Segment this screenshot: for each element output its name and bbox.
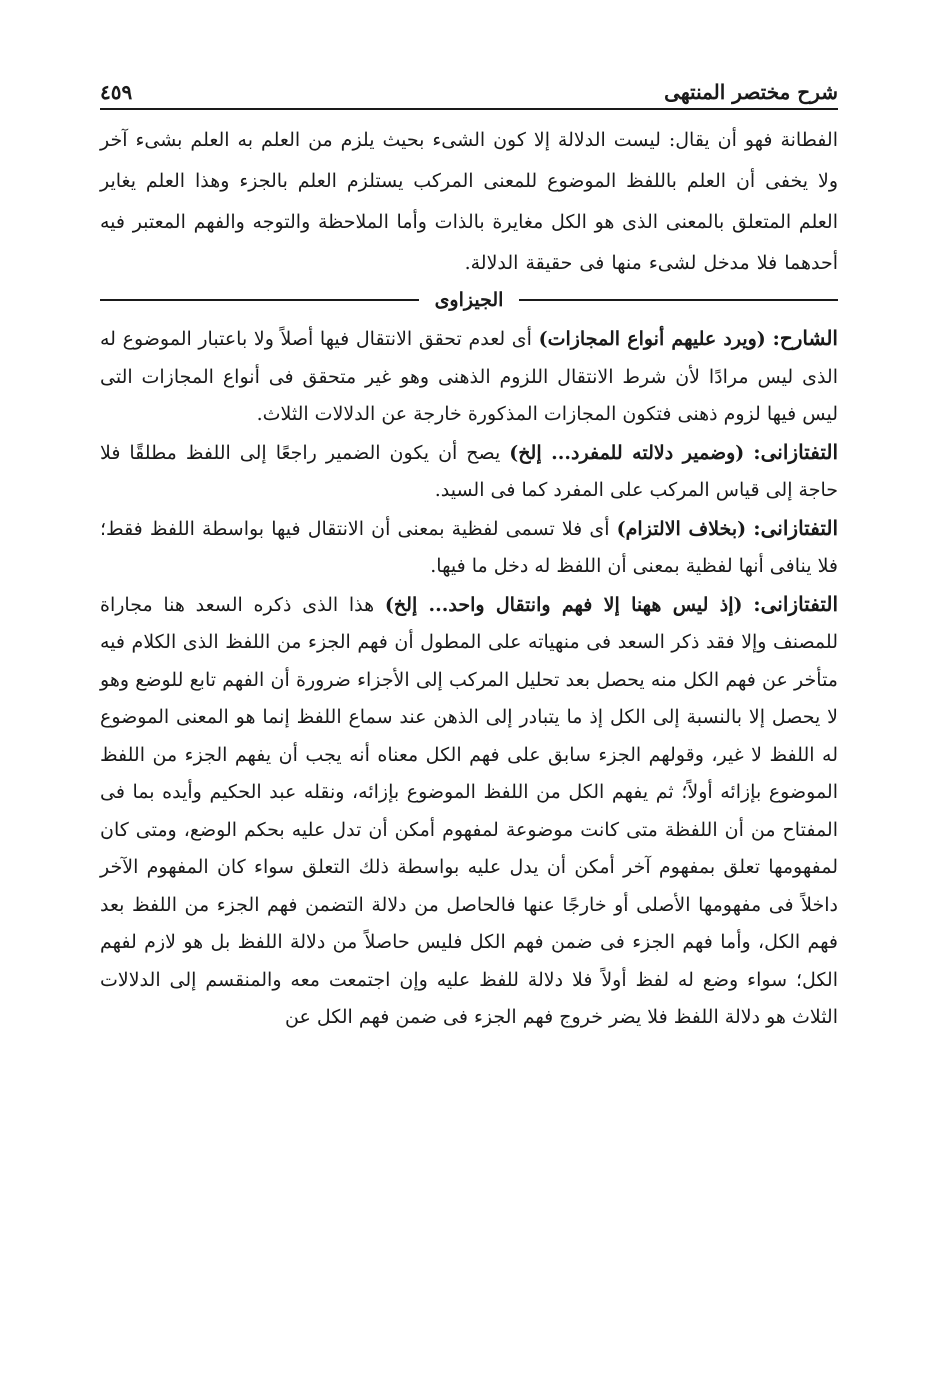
section-divider: [100, 286, 838, 314]
gloss-lemma: (ويرد عليهم أنواع المجازات): [538, 328, 766, 350]
section-title: الجيزاوى: [434, 289, 504, 311]
page-number: ٤٥٩: [100, 80, 133, 104]
gloss-author: التفتازانى:: [753, 591, 839, 616]
divider-rule-right: [519, 299, 838, 301]
gloss-lemma: (بخلاف الالتزام): [616, 517, 747, 540]
commentary-paragraph: الفطانة فهو أن يقال: ليست الدلالة إلا كون الشىء بحيث يلزم من العلم به العلم بشىء آخر ولا يخفى أن العلم باللفظ الموضوع للمعنى المركب يستلزم العلم بالجزء وهذا العلم يغاير العلم المتعلق بالمعنى الذى هو الكل مغايرة بالذات وأما الملاحظة والتوجه والفهم المعتبر فيه أحدهما فلا مدخل لشىء منها فى حقيقة الدلالة.: [100, 129, 838, 274]
gloss-lemma: (إذ ليس ههنا إلا فهم وانتقال واحد... إلخ): [384, 593, 743, 616]
gloss-text: أى فلا تسمى لفظية بمعنى أن الانتقال فيها بواسطة اللفظ فقط؛ فلا ينافى أنها لفظية بمعنى أن اللفظ له دخل ما فيها.: [100, 517, 838, 577]
gloss-entry: [100, 586, 838, 1037]
book-title: شرح مختصر المنتهى: [664, 80, 838, 104]
gloss-entry: [100, 320, 838, 434]
gloss-author: التفتازانى:: [753, 439, 838, 464]
divider-rule-left: [100, 299, 419, 301]
gloss-text: يصح أن يكون الضمير راجعًا إلى اللفظ مطلقًا فلا حاجة إلى قياس المركب على المفرد كما فى السيد.: [100, 441, 838, 501]
commentary-block: [100, 120, 838, 284]
gloss-author: التفتازانى:: [753, 515, 838, 540]
gloss-entry: [100, 434, 838, 510]
gloss-author: الشارح:: [772, 326, 838, 350]
gloss-list: [100, 320, 838, 1037]
gloss-entry: [100, 510, 838, 586]
running-header: [100, 68, 838, 110]
gloss-text: هذا الذى ذكره السعد هنا مجاراة للمصنف وإلا فقد ذكر السعد فى منهياته على المطول أن فهم الجزء من اللفظ الذى الكلام فيه متأخر عن فهم الكل منه يحصل بعد تحليل المركب إلى الأجزاء ضرورة أن الفهم تابع للوضع وهو لا يحصل إلا بالنسبة إلى الكل إذ ما يتبادر إلى الذهن عند سماع اللفظ إنما هو المعنى الموضوع له اللفظ لا غير، وقولهم الجزء سابق على فهم الكل معناه أنه يجب أن يفهم الجزء من اللفظ الموضوع بإزائه أولاً؛ ثم يفهم الكل من اللفظ الموضوع بإزائه، ونقله عبد الحكيم وأيده بما فى المفتاح من أن اللفظة متى كانت موضوعة لمفهوم أمكن أن تدل عليه بحكم الوضع، ومتى كان لمفهومها تعلق بمفهوم آخر أمكن أن يدل عليه بواسطة ذلك التعلق سواء كان المفهوم الآخر داخلاً فى مفهومها الأصلى أو خارجًا عنها فالحاصل من دلالة التضمن فهم الجزء من اللفظ بعد فهم الكل، وأما فهم الجزء فى ضمن فهم الكل فليس حاصلاً من دلالة اللفظ بل هو لازم لفهم الكل؛ سواء وضع له لفظ أولاً فلا دلالة للفظ عليه وإن اجتمعت معه والمنقسم إلى الدلالات الثلاث هو دلالة اللفظ فلا يضر خروج فهم الجزء فى ضمن فهم الكل عن: [100, 593, 839, 1028]
gloss-lemma: (وضمير دلالته للمفرد... إلخ): [509, 441, 745, 464]
gloss-text: أى لعدم تحقق الانتقال فيها أصلاً ولا باعتبار الموضوع له الذى ليس مرادًا لأن شرط الانتقال اللزوم الذهنى وهو غير متحقق فى أنواع المجازات التى ليس فيها لزوم ذهنى فتكون المجازات المذكورة خارجة عن الدلالات الثلاث.: [100, 328, 838, 425]
page: [100, 68, 838, 1328]
